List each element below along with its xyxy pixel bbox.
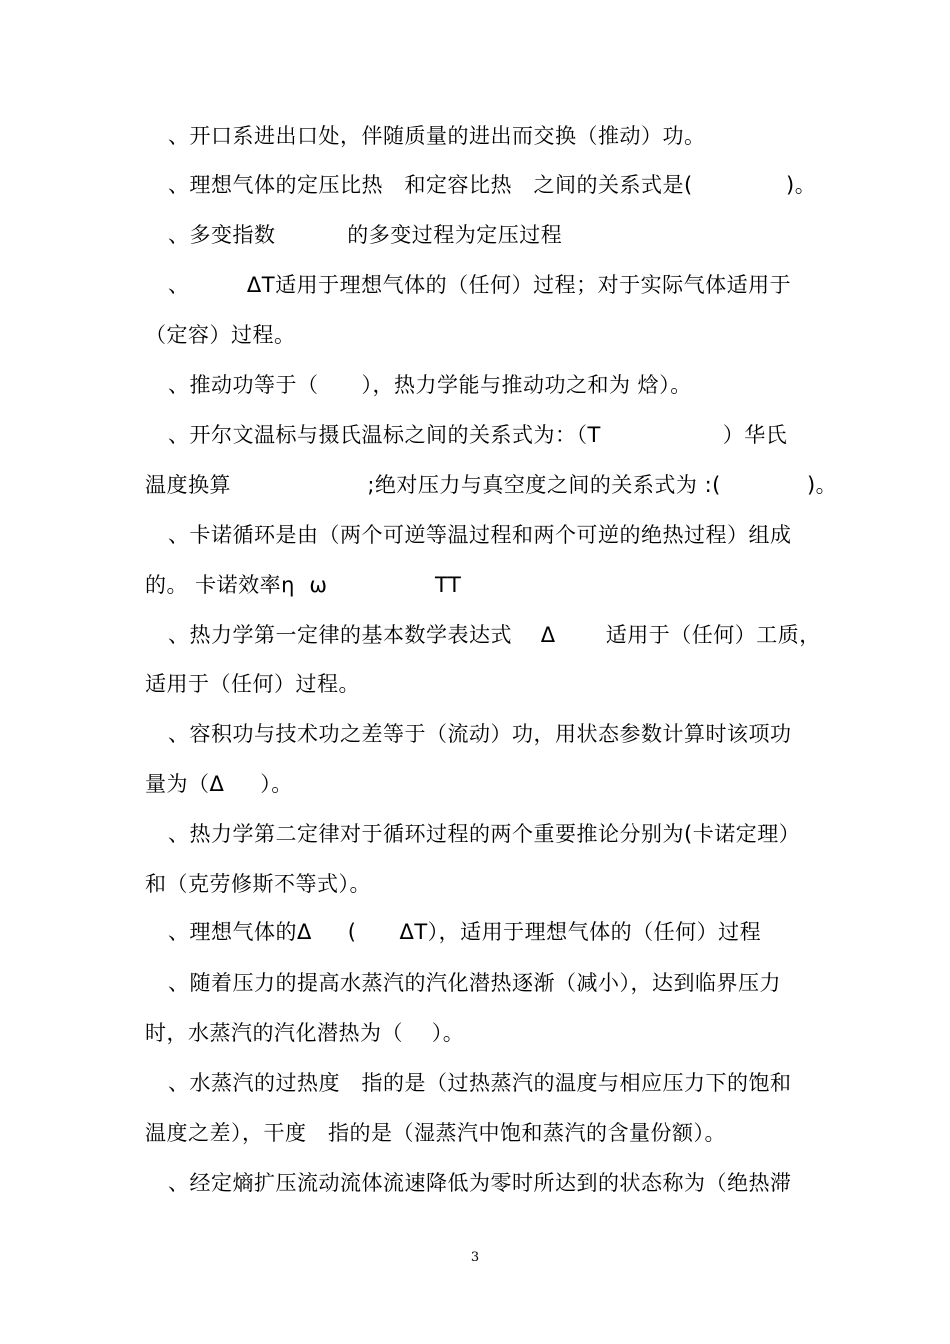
text-line: 温度之差），干度 指的是（湿蒸汽中饱和蒸汽的含量份额）。 [145, 1121, 727, 1145]
text-line: （定容）过程。 [145, 323, 296, 347]
text-line: 和（克劳修斯不等式）。 [145, 872, 371, 896]
text-line: 适用于（任何）过程。 [145, 672, 360, 696]
text-line: 、随着压力的提高水蒸汽的汽化潜热逐渐（减小），达到临界压力 [168, 971, 781, 995]
text-line: 、理想气体的Δ ( ΔT），适用于理想气体的（任何）过程 [168, 920, 762, 944]
text-line: 、水蒸汽的过热度 指的是（过热蒸汽的温度与相应压力下的饱和 [168, 1071, 792, 1095]
text-line: 、理想气体的定压比热 和定容比热 之间的关系式是( )。 [168, 173, 817, 197]
text-line: 、多变指数 的多变过程为定压过程 [168, 223, 563, 247]
text-line: 、经定熵扩压流动流体流速降低为零时所达到的状态称为（绝热滞 [168, 1171, 792, 1195]
text-line: 、推动功等于（ ），热力学能与推动功之和为 焓）。 [168, 373, 692, 397]
text-line: 量为（Δ ）。 [145, 772, 293, 796]
text-line: 、热力学第一定律的基本数学表达式 Δ 适用于（任何）工质， [168, 623, 821, 647]
page-number: 3 [470, 1250, 480, 1265]
text-line: 的。 卡诺效率η ω TT [145, 573, 462, 597]
text-line: 、容积功与技术功之差等于（流动）功，用状态参数计算时该项功 [168, 722, 792, 746]
text-line: 、卡诺循环是由（两个可逆等温过程和两个可逆的绝热过程）组成 [168, 523, 792, 547]
text-line: 时，水蒸汽的汽化潜热为（ ）。 [145, 1021, 465, 1045]
text-line: 、热力学第二定律对于循环过程的两个重要推论分别为(卡诺定理） [168, 822, 801, 846]
text-line: 温度换算 ;绝对压力与真空度之间的关系式为 :( )。 [145, 473, 838, 497]
text-line: 、 ΔT适用于理想气体的（任何）过程；对于实际气体适用于 [168, 273, 792, 297]
text-line: 、开尔文温标与摄氏温标之间的关系式为：（T ）华氏 [168, 423, 788, 447]
text-line: 、开口系进出口处，伴随质量的进出而交换（推动）功。 [168, 124, 706, 148]
